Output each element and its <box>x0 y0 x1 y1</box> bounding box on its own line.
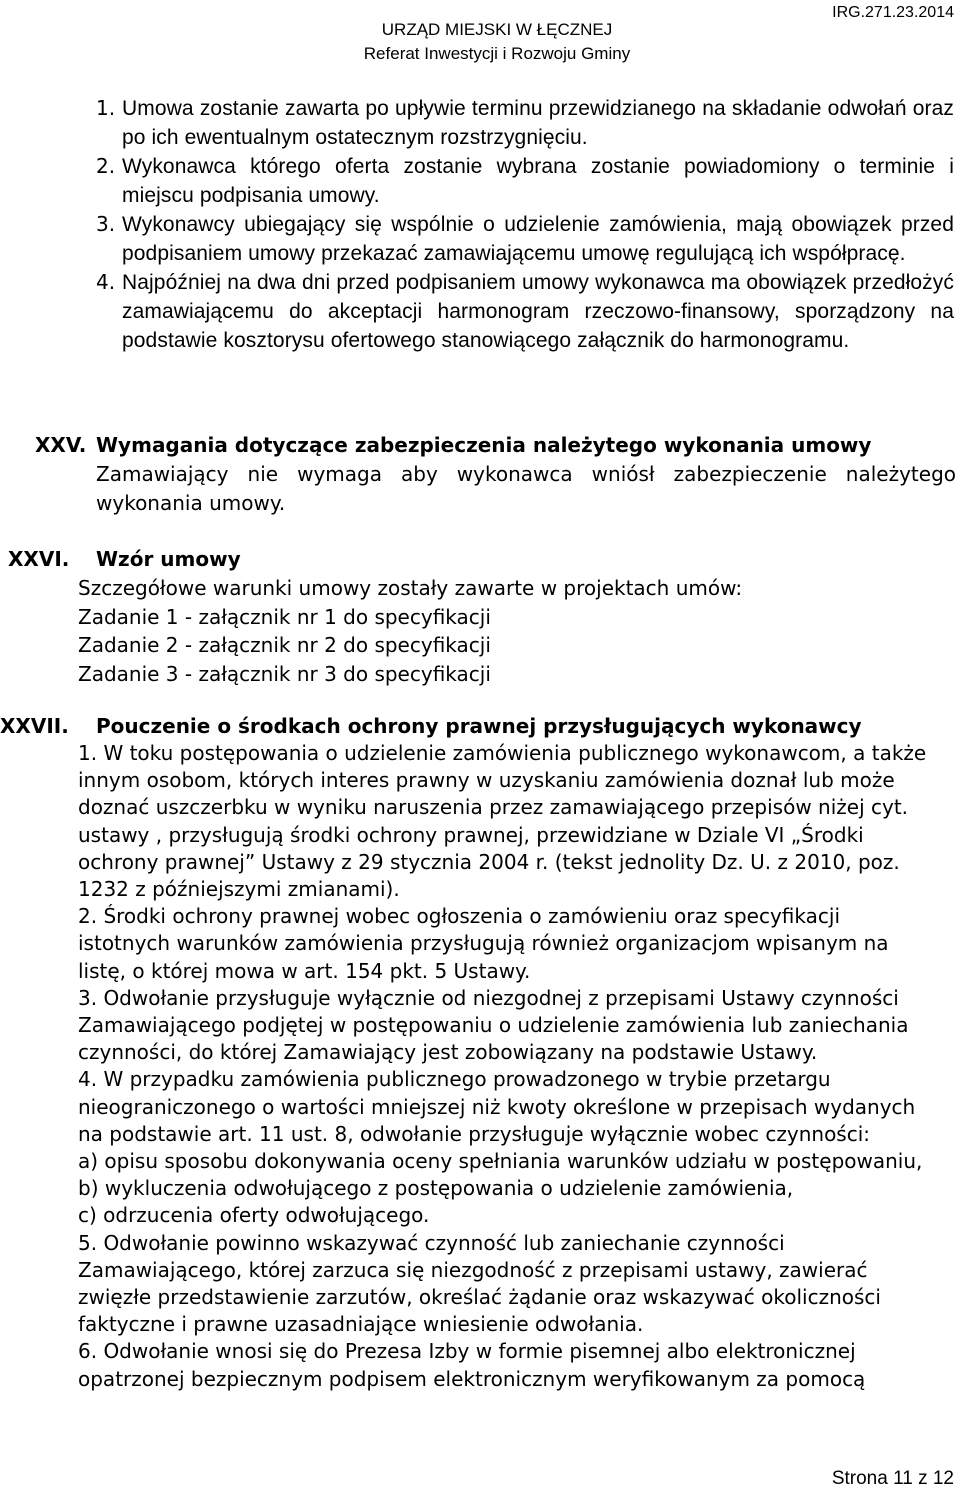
list-item-text: Umowa zostanie zawarta po upływie terminu przewidzianego na składanie odwołań oraz po ich ewentualnym ostatecznym rozstrzygnięciu. <box>122 97 954 149</box>
body-line: opatrzonej bezpiecznym podpisem elektronicznym weryfikowanym za pomocą <box>78 1366 866 1391</box>
body-line: b) wykluczenia odwołującego z postępowania o udzielenie zamówienia, <box>78 1176 794 1201</box>
list-item-number: 4. <box>96 270 116 294</box>
body-line: doznać uszczerbku w wyniku naruszenia przez zamawiającego przepisów niżej cyt. <box>78 795 909 820</box>
body-line: a) opisu sposobu dokonywania oceny spełniania warunków udziału w postępowaniu, <box>78 1149 923 1174</box>
body-line: istotnych warunków zamówienia przysługują również organizacjom wpisanym na <box>78 931 889 956</box>
list-item-number: 1. <box>96 96 116 120</box>
section-body: Zamawiający nie wymaga aby wykonawca wniósł zabezpieczenie należytego wykonania umowy. <box>96 462 956 515</box>
section-title: Wzór umowy <box>96 547 241 571</box>
body-line: zwięzłe przedstawienie zarzutów, określać żądanie oraz wskazywać okoliczności <box>78 1285 881 1310</box>
body-line: listę, o której mowa w art. 154 pkt. 5 Ustawy. <box>78 958 531 983</box>
body-line: ustawy , przysługują środki ochrony prawnej, przewidziane w Dziale VI „Środki <box>78 822 864 847</box>
body-line: 5. Odwołanie powinno wskazywać czynność lub zaniechanie czynności <box>78 1230 785 1255</box>
body-line: 1. W toku postępowania o udzielenie zamówienia publicznego wykonawcom, a także <box>78 741 927 765</box>
section-number: XXVI. <box>8 547 70 571</box>
body-line: ochrony prawnej” Ustawy z 29 stycznia 2004 r. (tekst jednolity Dz. U. z 2010, poz. <box>78 849 900 874</box>
list-item-text: Wykonawca którego oferta zostanie wybrana zostanie powiadomiony o terminie i miejscu podpisania umowy. <box>122 155 954 207</box>
section-title: Wymagania dotyczące zabezpieczenia należytego wykonania umowy <box>96 433 872 457</box>
list-item-text: Najpóźniej na dwa dni przed podpisaniem umowy wykonawca ma obowiązek przedłożyć zamawiającemu do akceptacji harmonogram rzeczowo-finansowy, sporządzony na podstawie kosztorysu ofertowego stanowiącego załącznik do harmonogramu. <box>122 271 954 352</box>
list-item <box>96 268 954 355</box>
section-body <box>78 740 958 1393</box>
list-item-number: 3. <box>96 212 116 236</box>
list-item <box>96 94 954 152</box>
section-number: XXVII. <box>0 714 69 738</box>
body-line: 3. Odwołanie przysługuje wyłącznie od niezgodnej z przepisami Ustawy czynności <box>78 985 899 1010</box>
body-line: Zadanie 3 - załącznik nr 3 do specyfikacji <box>78 661 491 686</box>
body-line: 4. W przypadku zamówienia publicznego prowadzonego w trybie przetargu <box>78 1067 831 1092</box>
list-item <box>96 152 954 210</box>
body-line: Zamawiającego podjętej w postępowaniu o udzielenie zamówienia lub zaniechania <box>78 1013 909 1038</box>
list-item-text: Wykonawcy ubiegający się wspólnie o udzielenie zamówienia, mają obowiązek przed podpisaniem umowy przekazać zamawiającemu umowę regulującą ich współpracę. <box>122 213 954 265</box>
section-title: Pouczenie o środkach ochrony prawnej przysługujących wykonawcy <box>96 714 862 738</box>
body-line: 2. Środki ochrony prawnej wobec ogłoszenia o zamówieniu oraz specyfikacji <box>78 904 841 929</box>
body-line: Szczegółowe warunki umowy zostały zawarte w projektach umów: <box>78 576 743 600</box>
body-line: na podstawie art. 11 ust. 8, odwołanie przysługuje wyłącznie wobec czynności: <box>78 1121 871 1146</box>
section-body <box>78 574 742 688</box>
body-line: czynności, do której Zamawiający jest zobowiązany na podstawie Ustawy. <box>78 1040 818 1065</box>
body-line: 1232 z późniejszymi zmianami). <box>78 877 400 902</box>
document-reference: IRG.271.23.2014 <box>832 4 954 21</box>
body-line: nieograniczonego o wartości mniejszej niż kwoty określone w przepisach wydanych <box>78 1094 916 1119</box>
list-item <box>96 210 954 268</box>
body-line: c) odrzucenia oferty odwołującego. <box>78 1203 430 1228</box>
list-item-number: 2. <box>96 154 116 178</box>
contract-terms-list <box>96 94 954 355</box>
body-line: innym osobom, których interes prawny w uzyskaniu zamówienia doznał lub może <box>78 768 895 793</box>
header-department-name: Referat Inwestycji i Rozwoju Gminy <box>363 44 631 63</box>
body-line: faktyczne i prawne uzasadniające wniesienie odwołania. <box>78 1312 644 1337</box>
section-number: XXV. <box>35 433 87 457</box>
page-number: Strona 11 z 12 <box>831 1468 954 1489</box>
body-line: Zadanie 1 - załącznik nr 1 do specyfikacji <box>78 604 491 629</box>
body-line: 6. Odwołanie wnosi się do Prezesa Izby w formie pisemnej albo elektronicznej <box>78 1339 856 1364</box>
header-office-name: URZĄD MIEJSKI W ŁĘCZNEJ <box>381 20 613 39</box>
body-line: Zadanie 2 - załącznik nr 2 do specyfikacji <box>78 633 491 657</box>
body-line: Zamawiającego, której zarzuca się niezgodność z przepisami ustawy, zawierać <box>78 1257 868 1282</box>
